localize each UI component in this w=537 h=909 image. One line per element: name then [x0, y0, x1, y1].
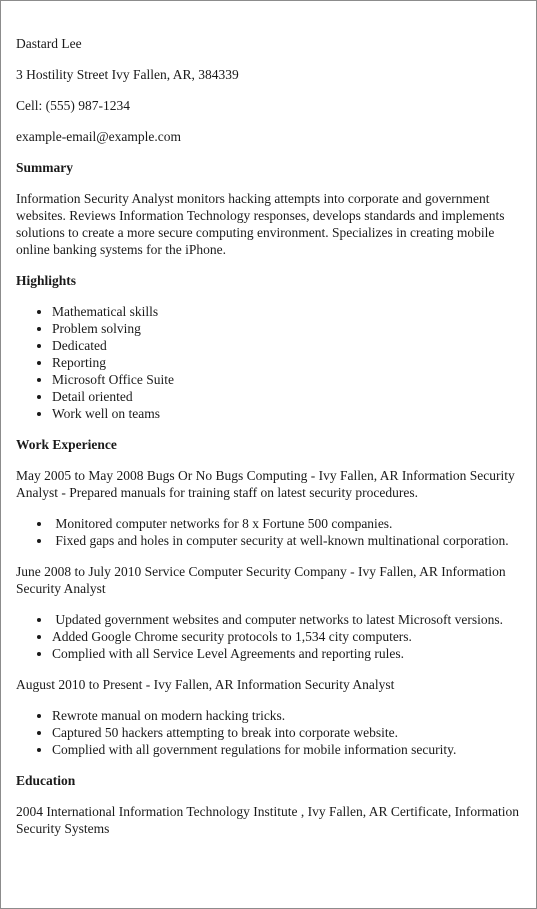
job-title: May 2005 to May 2008 Bugs Or No Bugs Computing - Ivy Fallen, AR Information Security Analyst - Prepared manuals for training staff on latest security procedures. [16, 468, 515, 500]
experience-heading: Work Experience [16, 437, 117, 452]
education-text: 2004 International Information Technology Institute , Ivy Fallen, AR Certificate, Information Security Systems [16, 804, 520, 836]
job-title: June 2008 to July 2010 Service Computer Security Company - Ivy Fallen, AR Information Security Analyst [16, 564, 506, 596]
highlights-heading: Highlights [16, 273, 77, 288]
job-title: August 2010 to Present - Ivy Fallen, AR Information Security Analyst [16, 677, 395, 692]
list-item: • Work well on teams [52, 405, 526, 422]
list-item: • Added Google Chrome security protocols to 1,534 city computers. [52, 628, 526, 645]
contact-block [16, 35, 526, 145]
job-bullets [16, 707, 526, 758]
list-item: • Reporting [52, 354, 526, 371]
highlights-list [16, 303, 526, 422]
list-item: • Captured 50 hackers attempting to break into corporate website. [52, 724, 526, 741]
list-item: • Monitored computer networks for 8 x Fortune 500 companies. [52, 515, 526, 532]
resume-content [16, 35, 526, 851]
contact-address: 3 Hostility Street Ivy Fallen, AR, 384339 [16, 67, 239, 82]
job-bullets [16, 515, 526, 549]
list-item: • Dedicated [52, 337, 526, 354]
list-item: • Microsoft Office Suite [52, 371, 526, 388]
contact-email: example-email@example.com [16, 129, 181, 144]
list-item: • Rewrote manual on modern hacking tricks. [52, 707, 526, 724]
list-item: • Detail oriented [52, 388, 526, 405]
list-item: • Updated government websites and computer networks to latest Microsoft versions. [52, 611, 526, 628]
list-item: • Problem solving [52, 320, 526, 337]
list-item: • Mathematical skills [52, 303, 526, 320]
education-heading: Education [16, 773, 76, 788]
contact-name: Dastard Lee [16, 36, 82, 51]
contact-phone: Cell: (555) 987-1234 [16, 98, 130, 113]
list-item: • Fixed gaps and holes in computer security at well-known multinational corporation. [52, 532, 526, 549]
list-item: • Complied with all Service Level Agreements and reporting rules. [52, 645, 526, 662]
list-item: • Complied with all government regulations for mobile information security. [52, 741, 526, 758]
summary-text: Information Security Analyst monitors hacking attempts into corporate and government websites. Reviews Information Technology responses, develops standards and implements solutions to create a more secure computing environment. Specializes in creating mobile online banking systems for the iPhone. [16, 191, 505, 257]
job-bullets [16, 611, 526, 662]
summary-heading: Summary [16, 160, 73, 175]
